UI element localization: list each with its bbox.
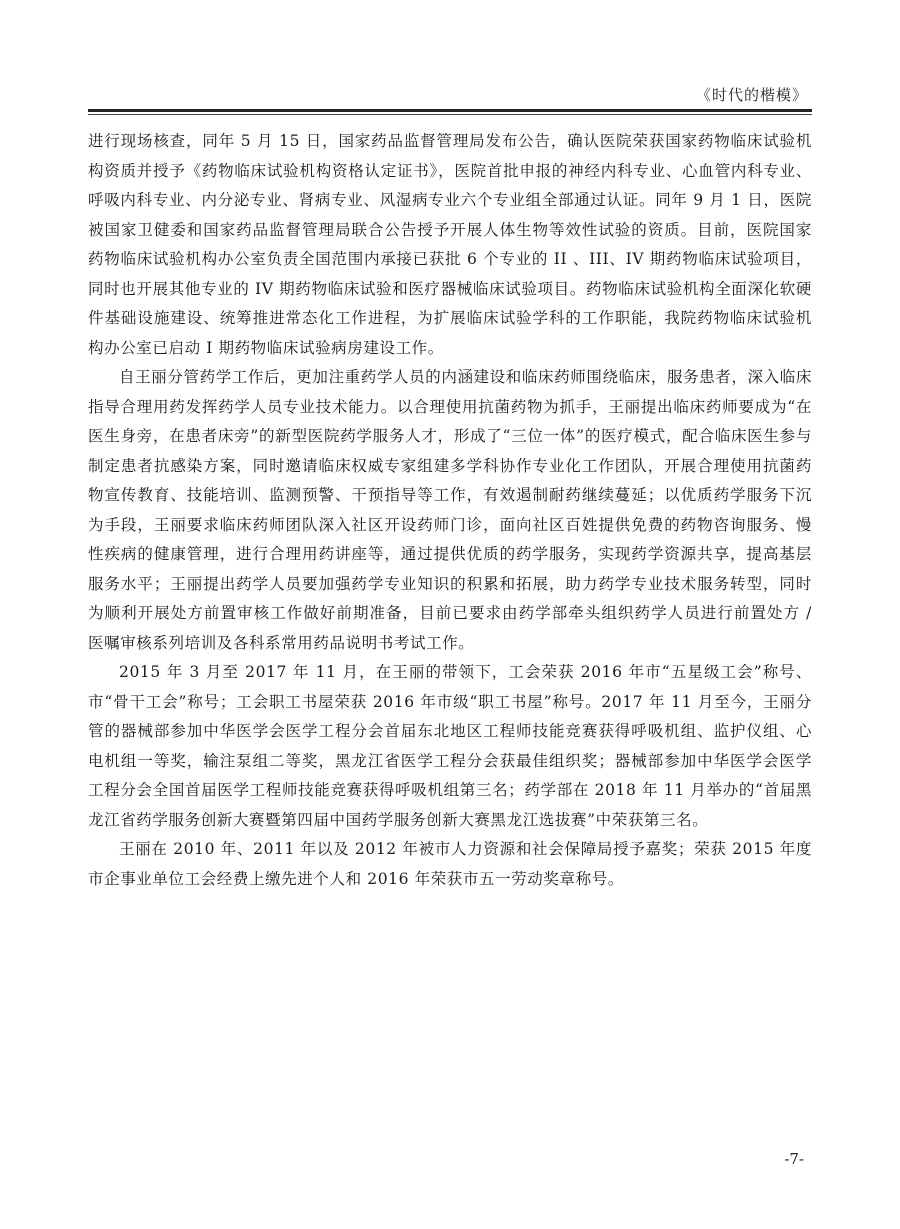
paragraph-1: 进行现场核查，同年 5 月 15 日，国家药品监督管理局发布公告，确认医院荣获国家药物临床试验机构资质并授予《药物临床试验机构资格认定证书》，医院首批申报的神经内科专业、心血管内科专业、呼吸内科专业、内分泌专业、肾病专业、风湿病专业六个专业组全部通过认证。同年 9 月 1 日，医院被国家卫健委和国家药品监督管理局联合公告授予开展人体生物等效性试验的资质。目前，医院国家药物临床试验机构办公室负责全国范围内承接已获批 6 个专业的 II 、III、IV 期药物临床试验项目，同时也开展其他专业的 IV 期药物临床试验和医疗器械临床试验项目。药物临床试验机构全面深化软硬件基础设施建设、统筹推进常态化工作进程，为扩展临床试验学科的工作职能，我院药物临床试验机构办公室已启动 I 期药物临床试验病房建设工作。 <box>88 132 812 357</box>
page-number: -7- <box>784 1150 804 1168</box>
body-text <box>88 127 812 894</box>
header-rule-thick <box>88 109 812 112</box>
running-header-title: 《时代的楷模》 <box>695 86 808 104</box>
paragraph-2: 自王丽分管药学工作后，更加注重药学人员的内涵建设和临床药师围绕临床，服务患者，深入临床指导合理用药发挥药学人员专业技术能力。以合理使用抗菌药物为抓手，王丽提出临床药师要成为“在医生身旁，在患者床旁”的新型医院药学服务人才，形成了“三位一体”的医疗模式，配合临床医生参与制定患者抗感染方案，同时邀请临床权威专家组建多学科协作专业化工作团队，开展合理使用抗菌药物宣传教育、技能培训、监测预警、干预指导等工作，有效遏制耐药继续蔓延；以优质药学服务下沉为手段，王丽要求临床药师团队深入社区开设药师门诊，面向社区百姓提供免费的药物咨询服务、慢性疾病的健康管理，进行合理用药讲座等，通过提供优质的药学服务，实现药学资源共享，提高基层服务水平；王丽提出药学人员要加强药学专业知识的积累和拓展，助力药学专业技术服务转型，同时为顺利开展处方前置审核工作做好前期准备，目前已要求由药学部牵头组织药学人员进行前置处方 / 医嘱审核系列培训及各科系常用药品说明书考试工作。 <box>88 368 812 652</box>
header-rule-thin <box>88 114 812 115</box>
paragraph-4: 王丽在 2010 年、2011 年以及 2012 年被市人力资源和社会保障局授予嘉奖；荣获 2015 年度市企事业单位工会经费上缴先进个人和 2016 年荣获市五一劳动奖章称号。 <box>88 840 812 888</box>
paragraph-3: 2015 年 3 月至 2017 年 11 月，在王丽的带领下，工会荣获 2016 年市“五星级工会”称号、市“骨干工会”称号；工会职工书屋荣获 2016 年市级“职工书屋”称号。2017 年 11 月至今，王丽分管的器械部参加中华医学会医学工程分会首届东北地区工程师技能竞赛获得呼吸机组、监护仪组、心电机组一等奖，输注泵组二等奖，黑龙江省医学工程分会获最佳组织奖；器械部参加中华医学会医学工程分会全国首届医学工程师技能竞赛获得呼吸机组第三名；药学部在 2018 年 11 月举办的“首届黑龙江省药学服务创新大赛暨第四届中国药学服务创新大赛黑龙江选拔赛”中荣获第三名。 <box>88 663 812 829</box>
